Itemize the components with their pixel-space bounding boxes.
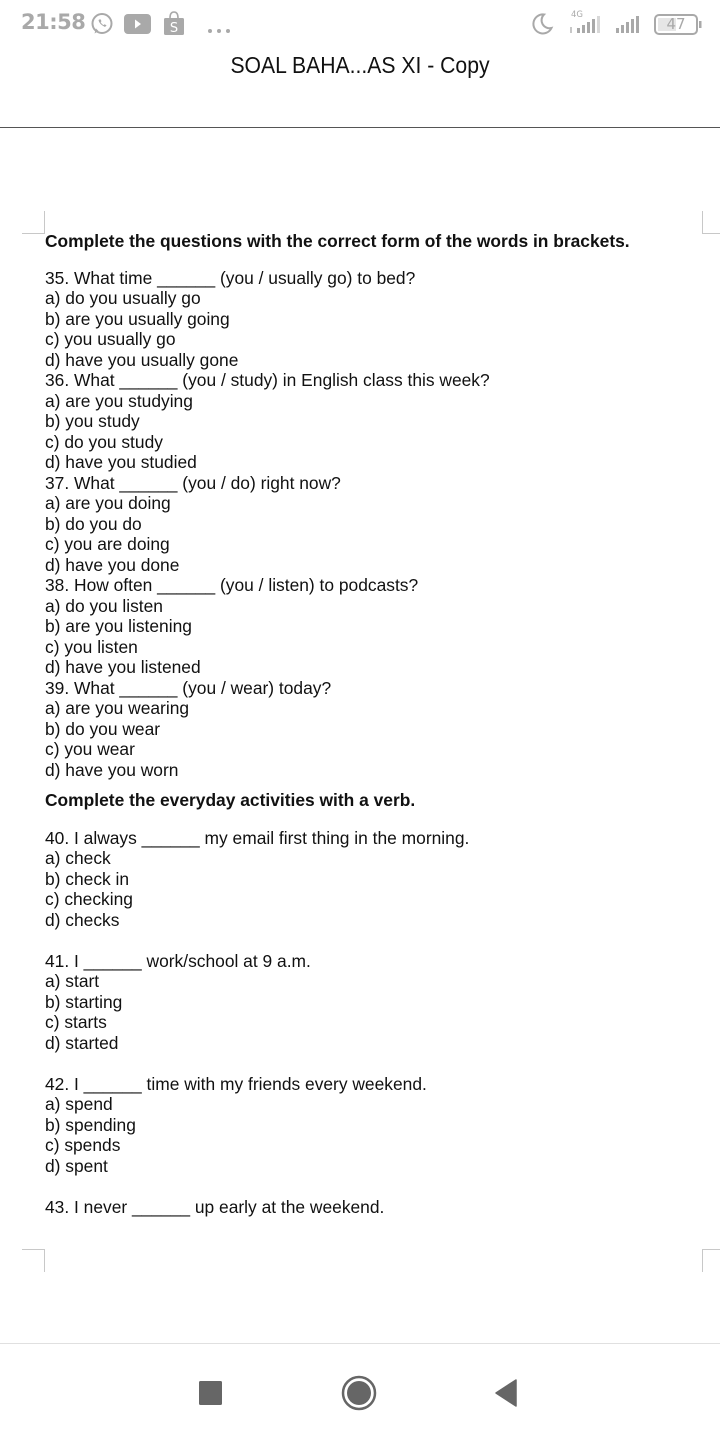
shopee-bag-icon (163, 10, 185, 41)
answer-option: a) are you doing (45, 493, 171, 513)
answer-option: d) have you usually gone (45, 349, 239, 370)
question-block (45, 1197, 685, 1218)
do-not-disturb-moon-icon (530, 12, 554, 41)
recents-button[interactable] (199, 1381, 223, 1410)
question-text: 40. I always ______ my email first thing in the morning. (45, 827, 470, 848)
whatsapp-icon (90, 12, 114, 41)
answer-option: b) check in (45, 868, 130, 889)
answer-option: c) do you study (45, 431, 163, 452)
battery-level: 47 (666, 15, 686, 33)
answer-option: c) you wear (45, 739, 135, 759)
answer-option: b) are you usually going (45, 308, 230, 329)
question-block (45, 951, 685, 1054)
answer-option: b) starting (45, 991, 123, 1012)
network-label: 4G (571, 10, 583, 20)
question-text: 37. What ______ (you / do) right now? (45, 472, 341, 493)
answer-option: d) checks (45, 909, 120, 930)
answer-option: d) have you listened (45, 657, 201, 677)
question-block (45, 678, 685, 781)
answer-option: a) check (45, 848, 111, 868)
answer-option: a) do you listen (45, 595, 163, 616)
section-heading: Complete the everyday activities with a verb. (45, 790, 416, 810)
more-dots-icon (207, 21, 233, 39)
answer-option: b) are you listening (45, 616, 192, 636)
answer-option: c) spends (45, 1135, 121, 1155)
question-text: 39. What ______ (you / wear) today? (45, 677, 332, 698)
answer-option: b) you study (45, 411, 140, 431)
navigation-bar (0, 1343, 720, 1441)
page-corner-bottom-left (22, 1249, 45, 1272)
page-corner-top-left (22, 211, 45, 234)
back-button[interactable] (494, 1379, 518, 1412)
question-block (45, 1074, 685, 1177)
status-bar (0, 0, 720, 50)
page-corner-top-right (702, 211, 720, 234)
battery-icon (654, 14, 702, 41)
answer-option: c) you listen (45, 636, 138, 657)
question-block (45, 370, 685, 473)
answer-option: a) spend (45, 1094, 113, 1114)
status-time: 21:58 (21, 10, 86, 34)
svg-text:S: S (169, 21, 179, 36)
back-triangle-icon (494, 1379, 518, 1407)
answer-option: d) started (45, 1032, 119, 1053)
answer-option: a) are you wearing (45, 698, 190, 718)
question-block (45, 828, 685, 931)
answer-option: d) spent (45, 1155, 108, 1176)
section-heading: Complete the questions with the correct form of the words in brackets. (45, 231, 630, 251)
circle-icon (341, 1375, 377, 1411)
square-icon (199, 1381, 223, 1405)
document-page[interactable] (45, 231, 685, 1217)
question-block (45, 575, 685, 678)
header-divider (0, 127, 720, 128)
signal-4g-icon (568, 8, 608, 41)
answer-option: d) have you worn (45, 759, 179, 780)
page-corner-bottom-right (702, 1249, 720, 1272)
answer-option: b) spending (45, 1114, 136, 1135)
answer-option: b) do you do (45, 513, 142, 534)
home-button[interactable] (341, 1375, 377, 1416)
spacer (45, 930, 685, 951)
signal-icon (614, 14, 646, 39)
document-title: SOAL BAHA...AS XI - Copy (230, 52, 490, 78)
answer-option: b) do you wear (45, 718, 161, 739)
spacer (45, 1053, 685, 1074)
answer-option: a) start (45, 971, 100, 991)
answer-option: c) starts (45, 1012, 107, 1032)
youtube-icon (124, 13, 151, 40)
answer-option: d) have you done (45, 554, 180, 575)
answer-option: a) are you studying (45, 390, 193, 411)
question-text: 41. I ______ work/school at 9 a.m. (45, 950, 311, 971)
question-text: 42. I ______ time with my friends every weekend. (45, 1073, 427, 1094)
answer-option: a) do you usually go (45, 288, 201, 308)
answer-option: c) you usually go (45, 329, 176, 349)
question-text: 38. How often ______ (you / listen) to podcasts? (45, 575, 419, 595)
question-block (45, 268, 685, 371)
answer-option: d) have you studied (45, 452, 197, 472)
question-text: 35. What time ______ (you / usually go) to bed? (45, 267, 416, 288)
question-text: 43. I never ______ up early at the weekend. (45, 1196, 385, 1217)
answer-option: c) you are doing (45, 534, 170, 554)
spacer (45, 1176, 685, 1197)
question-block (45, 473, 685, 576)
question-text: 36. What ______ (you / study) in English class this week? (45, 370, 490, 390)
answer-option: c) checking (45, 889, 133, 909)
